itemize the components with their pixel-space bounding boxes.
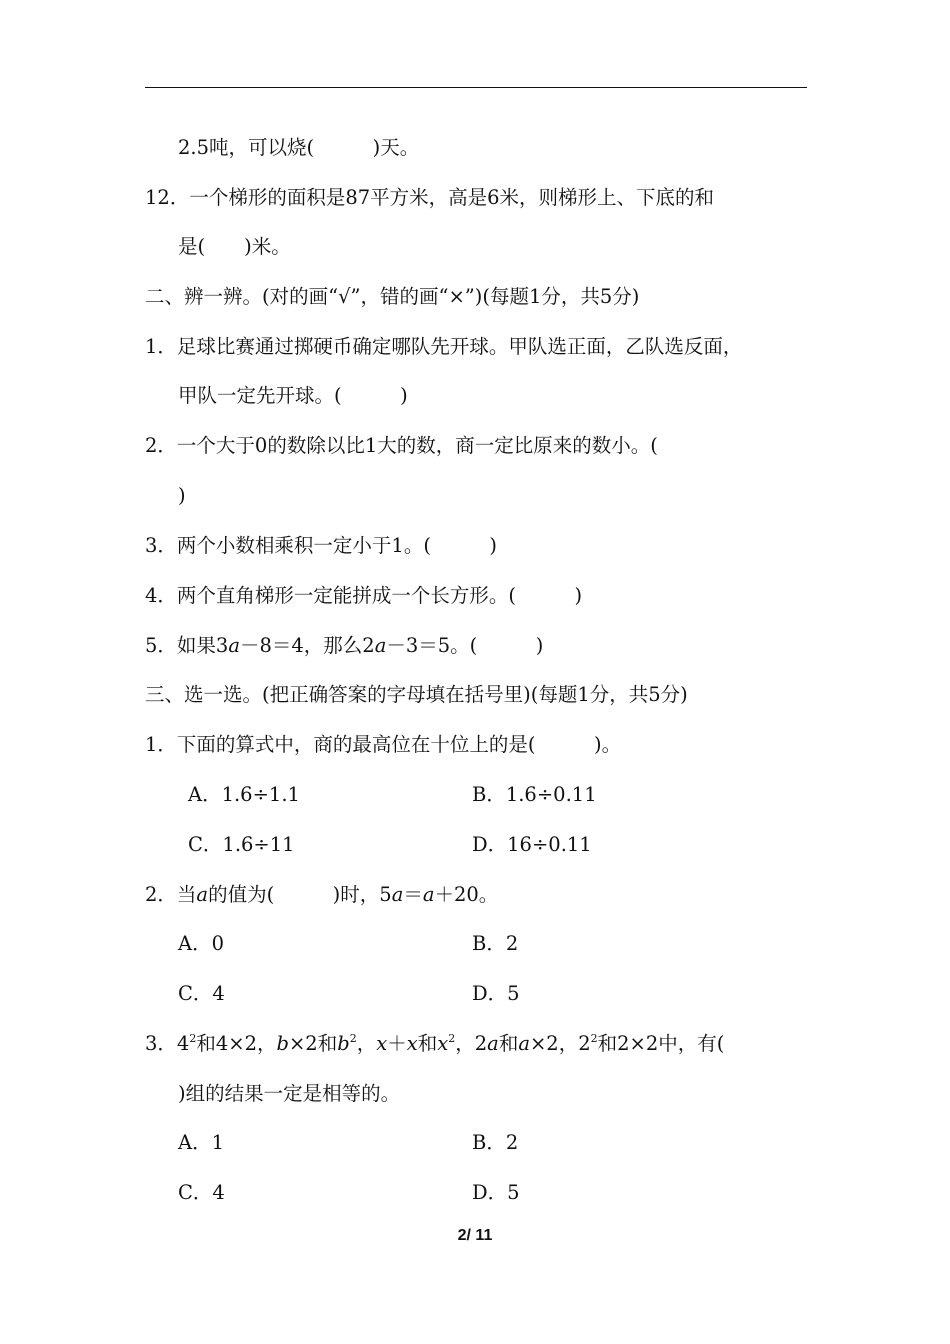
section2-heading: 二、辨一辨。(对的画“√”，错的画“×”)(每题1分，共5分) xyxy=(145,285,640,308)
superscript: 2 xyxy=(189,1032,197,1045)
choice-1-stem: 1．下面的算式中，商的最高位在十位上的是( )。 xyxy=(145,733,622,756)
judge-5 xyxy=(145,631,815,661)
judge-1-line1: 1．足球比赛通过掷硬币确定哪队先开球。甲队选正面，乙队选反面， xyxy=(145,335,743,358)
variable: x xyxy=(437,1032,449,1055)
text-run: 5．如果3 xyxy=(145,634,229,657)
choice-3-option-c: C．4 xyxy=(178,1181,225,1204)
text-run: 的值为( )时，5 xyxy=(208,883,392,906)
q11-continuation: 2.5吨，可以烧( )天。 xyxy=(178,136,420,159)
text-run: ×2，2 xyxy=(529,1032,591,1055)
text-run: 和2×2中，有( xyxy=(597,1032,725,1055)
text-run: ＝ xyxy=(403,883,423,906)
variable: a xyxy=(196,883,209,906)
judge-2-line1: 2．一个大于0的数除以比1大的数，商一定比原来的数小。( xyxy=(145,434,658,457)
choice-3-stem-line1 xyxy=(145,1029,815,1059)
choice-1-option-a: A．1.6÷1.1 xyxy=(188,783,300,806)
variable: a xyxy=(228,634,240,657)
variable: a xyxy=(422,883,435,906)
choice-2-option-a: A．0 xyxy=(178,932,224,955)
choice-2-option-b: B．2 xyxy=(472,932,519,955)
variable: a xyxy=(487,1032,499,1055)
choice-2-option-c: C．4 xyxy=(178,982,225,1005)
choice-3-option-d: D．5 xyxy=(472,1181,520,1204)
choice-3-option-a: A．1 xyxy=(178,1131,224,1154)
variable: a xyxy=(374,634,387,657)
section3-heading: 三、选一选。(把正确答案的字母填在括号里)(每题1分，共5分) xyxy=(145,683,688,706)
q12-line1: 12．一个梯形的面积是87平方米，高是6米，则梯形上、下底的和 xyxy=(145,186,715,209)
superscript: 2 xyxy=(349,1032,357,1045)
text-run: 和 xyxy=(417,1032,438,1055)
variable: a xyxy=(518,1032,530,1055)
text-run: ，2 xyxy=(455,1032,488,1055)
text-run: ×2和 xyxy=(288,1032,338,1055)
variable: x xyxy=(406,1032,418,1055)
page-number: 2/ 11 xyxy=(457,1227,493,1244)
text-run: ＋20。 xyxy=(434,883,499,906)
text-run: 和4×2， xyxy=(196,1032,277,1055)
choice-3-option-b: B．2 xyxy=(472,1131,519,1154)
judge-3: 3．两个小数相乘积一定小于1。( ) xyxy=(145,534,498,557)
superscript: 2 xyxy=(448,1032,456,1045)
q12-line2: 是( )米。 xyxy=(178,235,291,258)
choice-2-option-d: D．5 xyxy=(472,982,520,1005)
text-run: 2．当 xyxy=(145,883,197,906)
choice-1-option-c: C．1.6÷11 xyxy=(188,833,295,856)
text-run: ， xyxy=(356,1032,377,1055)
text-run: 和 xyxy=(498,1032,519,1055)
superscript: 2 xyxy=(590,1032,598,1045)
text-run: －8＝4，那么2 xyxy=(239,634,375,657)
header-rule xyxy=(145,87,807,88)
choice-2-stem xyxy=(145,880,815,910)
variable: x xyxy=(376,1032,388,1055)
text-run: 3．4 xyxy=(145,1032,190,1055)
choice-1-option-d: D．16÷0.11 xyxy=(472,833,592,856)
judge-2-line2: ) xyxy=(178,484,186,507)
variable: b xyxy=(276,1032,289,1055)
choice-1-option-b: B．1.6÷0.11 xyxy=(472,783,597,806)
judge-1-line2: 甲队一定先开球。( ) xyxy=(178,384,408,407)
text-run: ＋ xyxy=(387,1032,407,1055)
text-run: －3＝5。( ) xyxy=(386,634,544,657)
variable: b xyxy=(337,1032,350,1055)
variable: a xyxy=(391,883,404,906)
choice-3-stem-line2: )组的结果一定是相等的。 xyxy=(178,1082,401,1105)
judge-4: 4．两个直角梯形一定能拼成一个长方形。( ) xyxy=(145,584,583,607)
